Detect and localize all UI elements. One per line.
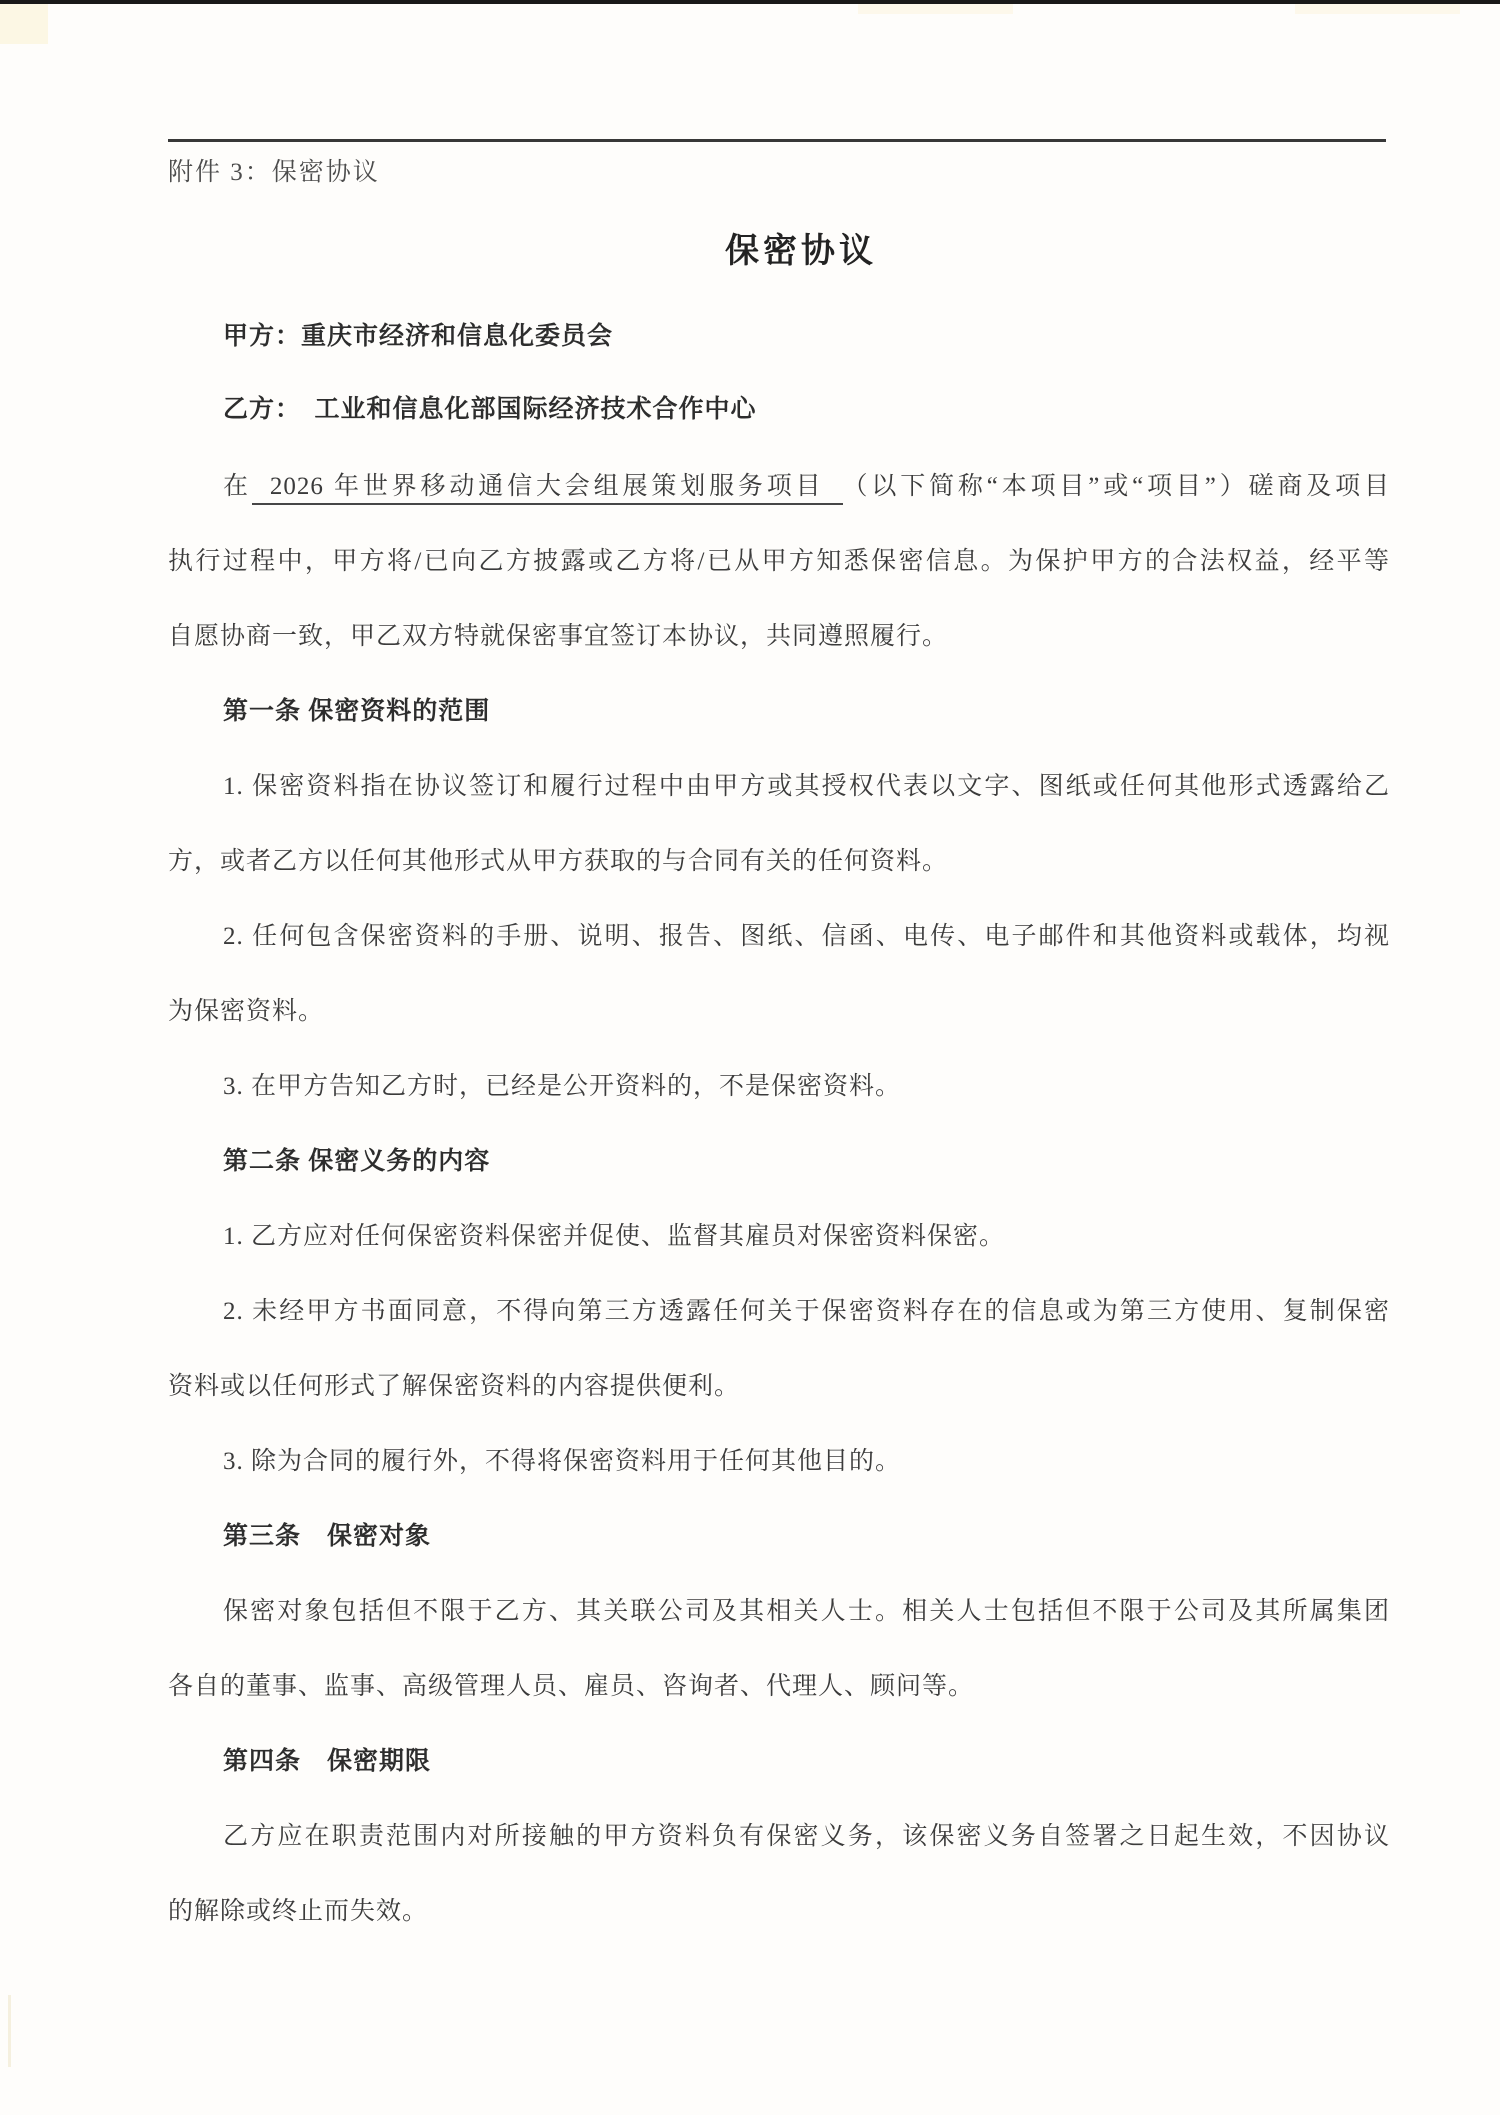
article-1-item-1-line-1: 1. 保密资料指在协议签订和履行过程中由甲方或其授权代表以文字、图纸或任何其他形式透露给乙 xyxy=(223,773,1390,800)
intro-suffix: （以下简称“本项目”或“项目”）磋商及项目 xyxy=(842,473,1390,500)
article-3-body-line-1: 保密对象包括但不限于乙方、其关联公司及其相关人士。相关人士包括但不限于公司及其所属集团 xyxy=(223,1598,1390,1625)
project-name-underlined: 2026 年世界移动通信大会组展策划服务项目 xyxy=(252,473,843,505)
article-1-item-2-line-2: 为保密资料。 xyxy=(168,998,325,1025)
article-3-body-line-2: 各自的董事、监事、高级管理人员、雇员、咨询者、代理人、顾问等。 xyxy=(168,1673,975,1700)
scan-stain-top-left xyxy=(0,4,48,44)
article-1-item-1-line-2: 方，或者乙方以任何其他形式从甲方获取的与合同有关的任何资料。 xyxy=(168,848,949,875)
attachment-note: 附件 3：保密协议 xyxy=(168,159,380,186)
article-3-heading: 第三条 保密对象 xyxy=(223,1523,432,1550)
article-2-item-1: 1. 乙方应对任何保密资料保密并促使、监督其雇员对保密资料保密。 xyxy=(223,1223,1006,1250)
header-divider-rule xyxy=(168,139,1386,142)
intro-line-1 xyxy=(168,470,1390,504)
article-4-heading: 第四条 保密期限 xyxy=(223,1748,432,1775)
party-a-line: 甲方：重庆市经济和信息化委员会 xyxy=(223,323,614,350)
scan-stain-top-right-1 xyxy=(858,4,1013,14)
intro-line-3: 自愿协商一致，甲乙双方特就保密事宜签订本协议，共同遵照履行。 xyxy=(168,623,949,650)
scan-stain-bottom-left xyxy=(8,1995,11,2067)
article-2-item-2-line-1: 2. 未经甲方书面同意，不得向第三方透露任何关于保密资料存在的信息或为第三方使用、复制保密 xyxy=(223,1298,1390,1325)
party-b-line: 乙方： 工业和信息化部国际经济技术合作中心 xyxy=(223,396,757,423)
article-2-heading: 第二条 保密义务的内容 xyxy=(223,1148,491,1175)
intro-prefix: 在 xyxy=(223,473,252,500)
scan-stain-top-right-2 xyxy=(1295,4,1460,14)
article-1-item-2-line-1: 2. 任何包含保密资料的手册、说明、报告、图纸、信函、电传、电子邮件和其他资料或载体，均视 xyxy=(223,923,1390,950)
article-2-item-3: 3. 除为合同的履行外，不得将保密资料用于任何其他目的。 xyxy=(223,1448,902,1475)
scan-edge-artifact xyxy=(0,0,1500,4)
article-4-body-line-1: 乙方应在职责范围内对所接触的甲方资料负有保密义务，该保密义务自签署之日起生效，不因协议 xyxy=(223,1823,1390,1850)
article-1-heading: 第一条 保密资料的范围 xyxy=(223,698,491,725)
article-4-body-line-2: 的解除或终止而失效。 xyxy=(168,1898,429,1925)
article-1-item-3: 3. 在甲方告知乙方时，已经是公开资料的，不是保密资料。 xyxy=(223,1073,902,1100)
document-title: 保密协议 xyxy=(725,233,877,270)
article-2-item-2-line-2: 资料或以任何形式了解保密资料的内容提供便利。 xyxy=(168,1373,741,1400)
intro-line-2: 执行过程中，甲方将/已向乙方披露或乙方将/已从甲方知悉保密信息。为保护甲方的合法权益，经平等 xyxy=(168,548,1390,575)
